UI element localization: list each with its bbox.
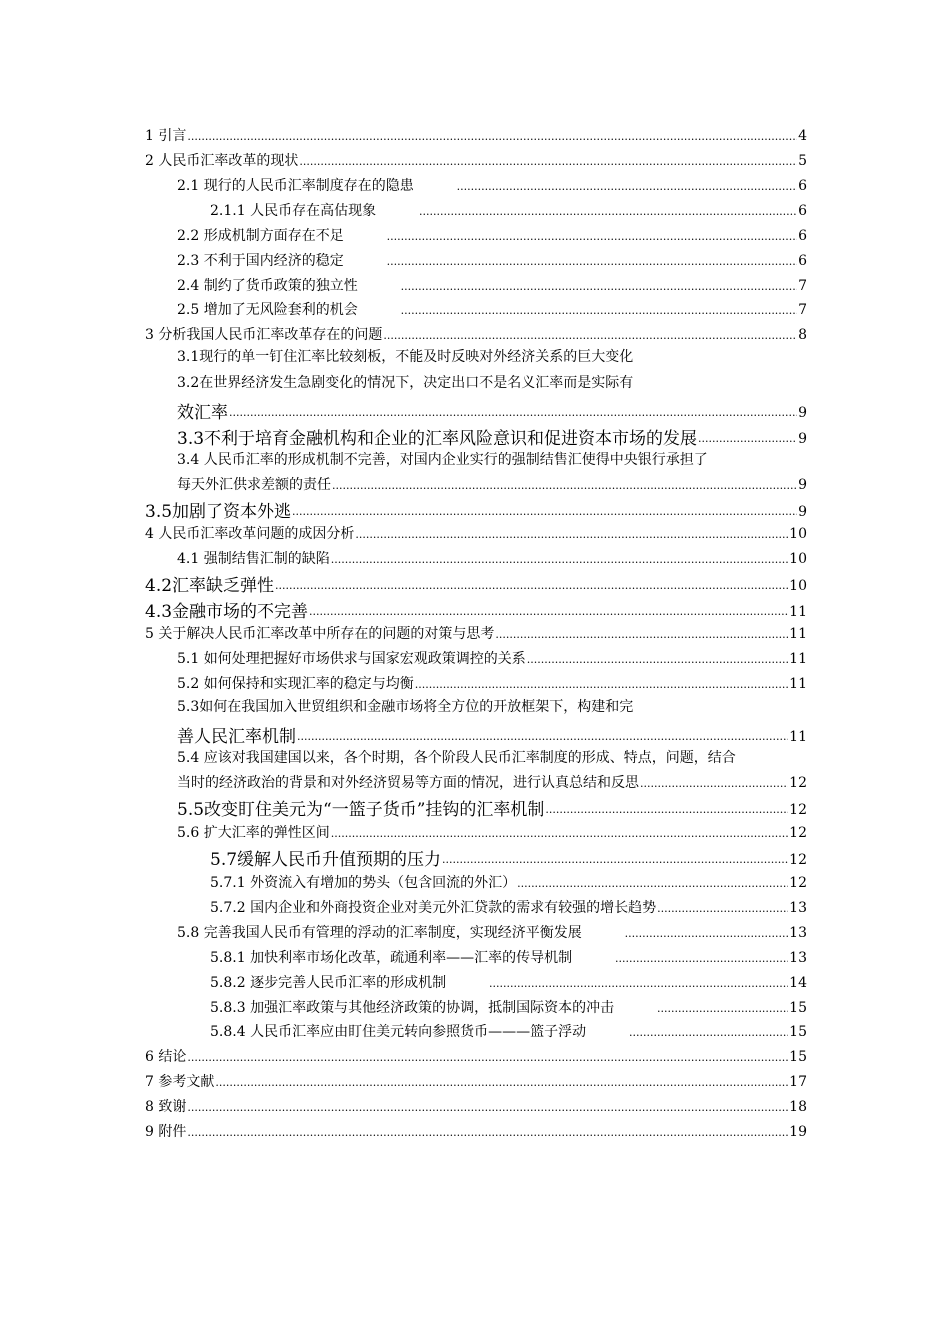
toc-entry[interactable]	[177, 178, 807, 195]
toc-entry[interactable]	[177, 676, 807, 693]
toc-entry-title: 6 结论	[145, 1049, 187, 1065]
toc-leader-dots	[640, 775, 788, 792]
toc-entry-title[interactable]: 3.2在世界经济发生急剧变化的情况下，决定出口不是名义汇率而是实际有	[177, 375, 634, 391]
toc-entry-title: 5.8.4 人民币汇率应由盯住美元转向参照货币———篮子浮动	[210, 1024, 587, 1040]
toc-entry-title: 效汇率	[177, 403, 228, 423]
toc-leader-dots	[383, 327, 797, 344]
toc-leader-dots	[527, 651, 788, 668]
toc-entry-title: 5.6 扩大汇率的弹性区间	[177, 825, 330, 841]
toc-page-number: 9	[798, 477, 807, 493]
toc-entry-title[interactable]: 5.4 应该对我国建国以来，各个时期，各个阶段人民币汇率制度的形成、特点，问题，结合	[177, 750, 736, 766]
toc-leader-dots	[657, 900, 788, 917]
toc-page-number: 15	[789, 1000, 807, 1016]
toc-page-number: 13	[789, 925, 807, 941]
toc-entry[interactable]	[210, 1000, 807, 1017]
toc-leader-dots	[495, 626, 788, 643]
toc-page-number: 15	[789, 1024, 807, 1040]
toc-page-number: 5	[798, 153, 807, 169]
toc-page-number: 19	[789, 1124, 807, 1140]
toc-entry-title: 2.3 不利于国内经济的稳定	[177, 253, 344, 269]
toc-entry-title: 5.1 如何处理把握好市场供求与国家宏观政策调控的关系	[177, 651, 526, 667]
toc-leader-dots	[345, 253, 797, 270]
toc-entry[interactable]	[177, 228, 807, 245]
toc-page-number: 6	[798, 228, 807, 244]
toc-entry-title: 5.8.1 加快利率市场化改革，疏通利率——汇率的传导机制	[210, 950, 573, 966]
toc-page-number: 11	[789, 604, 807, 620]
toc-entry[interactable]	[177, 302, 807, 319]
toc-entry-title: 5.8 完善我国人民币有管理的浮动的汇率制度，实现经济平衡发展	[177, 925, 582, 941]
toc-entry[interactable]	[177, 278, 807, 295]
toc-page-number: 6	[798, 253, 807, 269]
toc-page-number: 11	[789, 676, 807, 692]
toc-entry-title: 5.7.2 国内企业和外商投资企业对美元外汇贷款的需求有较强的增长趋势	[210, 900, 657, 916]
toc-page-number: 11	[789, 651, 807, 667]
toc-page-number: 12	[789, 852, 807, 868]
toc-entry[interactable]	[177, 775, 807, 792]
toc-leader-dots	[297, 724, 788, 748]
toc-leader-dots	[377, 203, 797, 220]
toc-page-number: 14	[789, 975, 807, 991]
toc-leader-dots	[517, 875, 788, 892]
toc-entry[interactable]	[210, 900, 807, 917]
toc-entry-title: 4.1 强制结售汇制的缺陷	[177, 551, 330, 567]
toc-leader-dots	[332, 477, 797, 494]
toc-entry[interactable]	[177, 825, 807, 842]
toc-leader-dots	[447, 975, 788, 992]
toc-leader-dots	[698, 426, 797, 450]
toc-leader-dots	[299, 153, 797, 170]
toc-entry-title: 5.8.3 加强汇率政策与其他经济政策的协调，抵制国际资本的冲击	[210, 1000, 615, 1016]
toc-leader-dots	[187, 1099, 788, 1116]
toc-page-number: 11	[789, 626, 807, 642]
toc-entry-title[interactable]: 5.3如何在我国加入世贸组织和金融市场将全方位的开放框架下，构建和完	[177, 699, 634, 715]
toc-entry-title[interactable]: 3.4 人民币汇率的形成机制不完善，对国内企业实行的强制结售汇使得中央银行承担了	[177, 452, 708, 468]
toc-leader-dots	[615, 1000, 788, 1017]
toc-entry-title: 3.3不利于培育金融机构和企业的汇率风险意识和促进资本市场的发展	[177, 429, 698, 449]
toc-entry[interactable]	[210, 950, 807, 967]
toc-entry-title: 5.2 如何保持和实现汇率的稳定与均衡	[177, 676, 414, 692]
toc-entry-title: 1 引言	[145, 128, 187, 144]
toc-entry[interactable]	[210, 875, 807, 892]
toc-entry-title: 2 人民币汇率改革的现状	[145, 153, 299, 169]
toc-leader-dots	[229, 400, 797, 424]
toc-leader-dots	[345, 228, 797, 245]
toc-entry-title: 5 关于解决人民币汇率改革中所存在的问题的对策与思考	[145, 626, 495, 642]
toc-leader-dots	[415, 178, 797, 195]
toc-entry-title: 9 附件	[145, 1124, 187, 1140]
toc-entry[interactable]	[177, 797, 807, 821]
toc-page-number: 8	[798, 327, 807, 343]
toc-page-number: 12	[789, 825, 807, 841]
toc-page-number: 15	[789, 1049, 807, 1065]
toc-leader-dots	[583, 925, 788, 942]
toc-page-number: 13	[789, 900, 807, 916]
toc-page-number: 10	[789, 578, 807, 594]
toc-entry-title: 每天外汇供求差额的责任	[177, 477, 331, 493]
toc-entry-title: 3.5加剧了资本外逃	[145, 502, 292, 522]
toc-leader-dots	[415, 676, 788, 693]
toc-leader-dots	[442, 847, 788, 871]
toc-entry-title[interactable]: 3.1现行的单一钉住汇率比较刻板，不能及时反映对外经济关系的巨大变化	[177, 349, 634, 365]
toc-leader-dots	[355, 526, 788, 543]
toc-page-number: 18	[789, 1099, 807, 1115]
toc-page-number: 7	[798, 302, 807, 318]
toc-entry[interactable]	[145, 526, 807, 543]
toc-entry[interactable]	[210, 203, 807, 220]
toc-entry-title: 2.1 现行的人民币汇率制度存在的隐患	[177, 178, 414, 194]
toc-entry-title: 2.1.1 人民币存在高估现象	[210, 203, 377, 219]
toc-page-number: 12	[789, 775, 807, 791]
toc-leader-dots	[309, 599, 788, 623]
toc-entry[interactable]	[177, 253, 807, 270]
toc-entry-title: 2.4 制约了货币政策的独立性	[177, 278, 358, 294]
toc-entry-title: 8 致谢	[145, 1099, 187, 1115]
toc-entry[interactable]	[177, 426, 807, 450]
toc-entry[interactable]	[210, 975, 807, 992]
toc-entry[interactable]	[210, 847, 807, 871]
toc-page-number: 12	[789, 875, 807, 891]
toc-leader-dots	[215, 1074, 788, 1091]
toc-entry[interactable]	[177, 477, 807, 494]
toc-entry[interactable]	[177, 651, 807, 668]
toc-page-number: 10	[789, 526, 807, 542]
toc-entry-title: 2.2 形成机制方面存在不足	[177, 228, 344, 244]
toc-page-number: 9	[798, 504, 807, 520]
toc-page-number: 4	[798, 128, 807, 144]
toc-entry-title: 4.2汇率缺乏弹性	[145, 576, 275, 596]
toc-entry[interactable]	[145, 1074, 807, 1091]
toc-leader-dots	[275, 573, 788, 597]
toc-entry[interactable]	[177, 551, 807, 568]
toc-entry[interactable]	[177, 925, 807, 942]
toc-leader-dots	[331, 551, 788, 568]
toc-leader-dots	[292, 499, 797, 523]
toc-leader-dots	[187, 128, 797, 145]
toc-entry-title: 5.8.2 逐步完善人民币汇率的形成机制	[210, 975, 447, 991]
toc-entry[interactable]	[145, 573, 807, 597]
toc-leader-dots	[187, 1124, 788, 1141]
toc-leader-dots	[187, 1049, 788, 1066]
toc-leader-dots	[359, 302, 797, 319]
toc-entry-title: 3 分析我国人民币汇率改革存在的问题	[145, 327, 383, 343]
toc-page-number: 7	[798, 278, 807, 294]
toc-leader-dots	[545, 797, 788, 821]
toc-entry[interactable]	[145, 499, 807, 523]
toc-entry[interactable]	[145, 1124, 807, 1141]
toc-entry[interactable]	[177, 400, 807, 424]
toc-entry[interactable]	[177, 724, 807, 748]
toc-leader-dots	[587, 1024, 788, 1041]
toc-page-number: 12	[789, 802, 807, 818]
toc-entry-title: 5.5改变盯住美元为“一篮子货币”挂钩的汇率机制	[177, 800, 545, 820]
toc-entry[interactable]	[145, 1099, 807, 1116]
toc-entry-title: 5.7缓解人民币升值预期的压力	[210, 850, 442, 870]
toc-entry-title: 7 参考文献	[145, 1074, 215, 1090]
toc-entry[interactable]	[210, 1024, 807, 1041]
toc-page-number: 9	[798, 431, 807, 447]
toc-entry-title: 4.3金融市场的不完善	[145, 602, 309, 622]
toc-entry[interactable]	[145, 1049, 807, 1066]
toc-entry[interactable]	[145, 153, 807, 170]
toc-page-number: 13	[789, 950, 807, 966]
toc-entry[interactable]	[145, 626, 807, 643]
toc-entry-title: 4 人民币汇率改革问题的成因分析	[145, 526, 355, 542]
toc-entry-title: 当时的经济政治的背景和对外经济贸易等方面的情况，进行认真总结和反思	[177, 775, 639, 791]
toc-entry-title: 5.7.1 外资流入有增加的势头（包含回流的外汇）	[210, 875, 517, 891]
toc-leader-dots	[573, 950, 788, 967]
toc-page-number: 6	[798, 178, 807, 194]
toc-leader-dots	[331, 825, 788, 842]
toc-entry-title: 2.5 增加了无风险套利的机会	[177, 302, 358, 318]
toc-page-number: 9	[798, 405, 807, 421]
toc-page-number: 6	[798, 203, 807, 219]
toc-entry-title: 善人民汇率机制	[177, 727, 296, 747]
toc-page-number: 11	[789, 729, 807, 745]
toc-page-number: 10	[789, 551, 807, 567]
toc-leader-dots	[359, 278, 797, 295]
toc-entry[interactable]	[145, 128, 807, 145]
toc-page-number: 17	[789, 1074, 807, 1090]
toc-entry[interactable]	[145, 327, 807, 344]
toc-entry[interactable]	[145, 599, 807, 623]
